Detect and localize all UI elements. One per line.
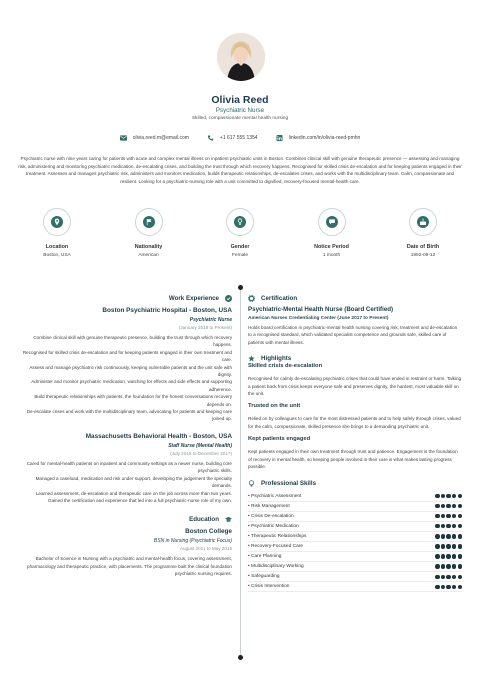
candidate-name: Olivia Reed — [211, 94, 269, 106]
skill-name: • Recovery-Focused Care — [248, 543, 303, 549]
job-bullet: Learned assessment, de-escalation and therapeutic care on the job across more than two years. — [35, 490, 232, 496]
rating-dot — [435, 534, 439, 538]
rating-dot — [452, 514, 456, 518]
rating-dot — [441, 585, 445, 589]
email-icon — [120, 135, 127, 141]
highlight-text: Kept patients engaged in their own treatment through trust and patience. Engagement is the foundation of recovery in mental health, so keeping people involved in their care is what makes lasting progress possible. — [248, 449, 458, 470]
left-column — [18, 295, 232, 578]
tagline: Skilled, compassionate mental health nursing — [191, 116, 289, 121]
check-badge-icon — [225, 295, 232, 302]
rating-dot — [435, 494, 439, 498]
skill-row — [248, 532, 462, 542]
highlight-title: Skilled crisis de-escalation — [248, 363, 323, 370]
rating-dot — [452, 534, 456, 538]
divider-bottom-dot — [238, 655, 243, 660]
lightbulb-icon — [248, 480, 255, 487]
fact-label: Notice Period — [314, 244, 349, 250]
rating-dot — [458, 534, 462, 538]
linkedin-text: linkedin.com/in/olivia-reed-pmhn — [288, 135, 361, 141]
skill-rating — [435, 564, 462, 568]
skill-row — [248, 582, 462, 592]
job-company: Massachusetts Behavioral Health - Boston, USA — [85, 432, 232, 440]
rating-dot — [441, 575, 445, 579]
skill-row — [248, 572, 462, 582]
skill-rating — [435, 534, 462, 538]
rating-dot — [435, 585, 439, 589]
skill-name: • Therapeutic Relationships — [248, 533, 307, 539]
linkedin-icon — [276, 135, 283, 141]
fact-value: 1 month — [322, 253, 341, 258]
rating-dot — [441, 524, 445, 528]
column-divider — [240, 287, 241, 657]
skill-row — [248, 522, 462, 532]
rating-dot — [458, 564, 462, 568]
rating-dot — [435, 524, 439, 528]
education-description: Bachelor of Science in Nursing with a psychiatric and mental-health focus, covering assessment, pharmacology and therapeutic practice, with placements. The programme built the clinical foundation psychiatric nursing requires. — [27, 556, 232, 577]
highlight-text: Recognised for calmly de-escalating psychiatric crises that could have ended in restraint or harm. Talking a patient back from crisis keeps everyone safe and preserves dignity, the hardest, most valuable skill on the unit. — [248, 376, 462, 397]
gender-icon — [234, 216, 246, 228]
skills-heading-text: Professional Skills — [261, 480, 317, 488]
skill-rating — [435, 585, 462, 589]
skills-list — [248, 491, 462, 592]
rating-dot — [452, 504, 456, 508]
job-bullets — [18, 334, 232, 423]
rating-dot — [452, 554, 456, 558]
rating-dot — [446, 534, 450, 538]
skill-rating — [435, 494, 462, 498]
experience-heading — [18, 295, 232, 302]
skill-name: • Risk Management — [248, 503, 290, 509]
skills-heading — [248, 480, 462, 487]
experience-heading-text: Work Experience — [168, 295, 219, 302]
skill-rating — [435, 544, 462, 548]
job-company: Boston Psychiatric Hospital - Boston, USA — [102, 307, 232, 314]
fact-nationality — [116, 208, 182, 258]
fact-location — [24, 208, 90, 258]
highlights-heading-text: Highlights — [261, 355, 292, 363]
email-text: olivia.reed.m@email.com — [132, 135, 189, 141]
fact-value: Boston, USA — [43, 253, 71, 258]
contact-linkedin[interactable] — [276, 135, 361, 141]
rating-dot — [458, 554, 462, 558]
job-bullet: Administer and monitor psychiatric medication, watching for effects and side effects and supporting adherence. — [31, 379, 232, 392]
cake-icon — [417, 216, 429, 228]
skill-rating — [435, 554, 462, 558]
highlight-text: Relied on by colleagues to care for the most distressed patients and to help safely through crises, valued for the calm, compassionate, skilled presence she brings to a demanding psychiatric unit. — [248, 416, 461, 429]
fact-label: Nationality — [134, 244, 163, 250]
rating-dot — [446, 514, 450, 518]
rating-dot — [441, 544, 445, 548]
fact-label: Gender — [230, 244, 250, 250]
rating-dot — [458, 524, 462, 528]
certification-heading-text: Certification — [261, 295, 298, 302]
job-entry — [18, 433, 232, 504]
certification-heading — [248, 295, 462, 302]
rating-dot — [446, 575, 450, 579]
rating-dot — [446, 504, 450, 508]
skill-name: • Crisis Intervention — [248, 584, 290, 590]
rating-dot — [452, 564, 456, 568]
profile-summary: Psychiatric nurse with nine years caring for patients with acute and complex mental illness on inpatient psychiatric units in Boston. Combines clinical skill with genuine therapeutic presence — assessing and managing risk, administering and monitoring psychiatric medication, de-escalating crises, and building the trust through which recovery happens. Recognised for skilled crisis de-escalation and for keeping patients engaged in their treatment. Assesses and manages psychiatric risk, administers and monitors medication, builds therapeutic relationships, de-escalates crises, and works with the multidisciplinary team. Calm, compassionate and resilient. Looking for a psychiatric-nursing role with a unit committed to dignified, recovery-focused mental-health care. — [18, 156, 462, 184]
fact-value: 1992-09-12 — [410, 253, 436, 258]
highlight-title: Trusted on the unit — [248, 403, 301, 410]
phone-text: +1 617 555 1354 — [219, 135, 258, 141]
school-name: Boston College — [185, 528, 232, 536]
star-icon — [248, 355, 255, 362]
job-bullet: Build therapeutic relationships with patients, the foundation for the honest conversations recovery depends on. — [34, 394, 232, 407]
rating-dot — [458, 514, 462, 518]
rating-dot — [446, 544, 450, 548]
job-bullet: Combine clinical skill with genuine therapeutic presence, building the trust through which recovery happens. — [33, 335, 232, 348]
profile-photo — [217, 33, 265, 81]
skill-rating — [435, 514, 462, 518]
rating-dot — [452, 544, 456, 548]
contact-row — [0, 135, 480, 141]
skill-row — [248, 552, 462, 562]
contact-email[interactable] — [120, 135, 189, 141]
divider-top-dot — [238, 285, 243, 290]
rating-dot — [446, 494, 450, 498]
rating-dot — [441, 504, 445, 508]
skill-rating — [435, 575, 462, 579]
skill-row — [248, 512, 462, 522]
rating-dot — [441, 514, 445, 518]
rating-dot — [446, 524, 450, 528]
highlight-title: Kept patients engaged — [248, 436, 311, 443]
skill-name: • Safeguarding — [248, 574, 280, 580]
phone-icon — [207, 135, 214, 141]
personal-facts — [24, 208, 456, 258]
skill-name: • Care Planning — [248, 554, 282, 560]
gear-icon — [248, 295, 255, 302]
rating-dot — [458, 585, 462, 589]
rating-dot — [441, 554, 445, 558]
rating-dot — [458, 575, 462, 579]
rating-dot — [441, 564, 445, 568]
skill-row — [248, 502, 462, 512]
rating-dot — [435, 575, 439, 579]
fact-notice-period — [299, 208, 365, 258]
contact-phone[interactable] — [207, 135, 258, 141]
rating-dot — [446, 585, 450, 589]
rating-dot — [441, 534, 445, 538]
fact-gender — [207, 208, 273, 258]
skill-row — [248, 562, 462, 572]
rating-dot — [446, 554, 450, 558]
rating-dot — [452, 524, 456, 528]
rating-dot — [435, 554, 439, 558]
skill-name: • Psychiatric Medication — [248, 523, 299, 529]
degree: BSN in Nursing (Psychiatric Focus) — [153, 538, 232, 545]
rating-dot — [435, 504, 439, 508]
rating-dot — [452, 575, 456, 579]
job-dates: (January 2018 to Present) — [178, 325, 232, 330]
fact-label: Date of Birth — [406, 244, 440, 250]
skill-row — [248, 491, 462, 501]
fact-label: Location — [45, 244, 69, 250]
job-entry — [18, 307, 232, 423]
highlights-heading — [248, 355, 462, 362]
skill-row — [248, 542, 462, 552]
rating-dot — [446, 564, 450, 568]
rating-dot — [458, 494, 462, 498]
job-bullet: Gained the certification and experience that led into a full psychiatric-nurse role of my own. — [47, 497, 232, 503]
rating-dot — [452, 494, 456, 498]
chat-bubble-icon — [326, 216, 338, 228]
job-bullet: Managed a caseload, medication and risk under support, developing the judgement the specialty demands. — [35, 475, 232, 489]
flag-icon — [143, 216, 155, 228]
job-bullets — [18, 460, 232, 504]
graduation-cap-icon — [225, 516, 232, 523]
rating-dot — [452, 585, 456, 589]
job-title: Psychiatric Nurse — [215, 107, 265, 114]
rating-dot — [435, 544, 439, 548]
job-bullet: De-escalate crises and work with the multidisciplinary team, advocating for patients and keeping care joined up. — [26, 409, 232, 422]
certification-name: Psychiatric-Mental Health Nurse (Board Certified) — [248, 306, 394, 313]
skill-rating — [435, 504, 462, 508]
job-dates: (July 2015 to December 2017) — [170, 450, 232, 456]
fact-date-of-birth — [390, 208, 456, 258]
skill-name: • Psychiatric Assessment — [248, 493, 302, 499]
education-heading — [18, 516, 232, 523]
rating-dot — [441, 494, 445, 498]
job-bullet: Recognised for skilled crisis de-escalation and for keeping patients engaged in their own treatment and care. — [22, 349, 232, 363]
fact-value: Female — [232, 253, 248, 258]
skill-name: • Multidisciplinary Working — [248, 564, 304, 570]
certification-issuer: American Nurses Credentialing Center (June 2017 to Present) — [248, 316, 389, 321]
job-bullet: Assess and manage psychiatric risk continuously, keeping vulnerable patients and the unit safe with dignity. — [29, 364, 232, 378]
education-heading-text: Education — [189, 516, 219, 524]
skill-name: • Crisis De-escalation — [248, 513, 294, 519]
job-role: Staff Nurse (Mental Health) — [168, 442, 232, 449]
fact-value: American — [138, 253, 159, 258]
job-bullet: Cared for mental-health patients on inpatient and community settings as a newer nurse, building core psychiatric skills. — [26, 460, 232, 474]
rating-dot — [458, 544, 462, 548]
rating-dot — [435, 564, 439, 568]
location-pin-icon — [51, 216, 63, 228]
certification-description: Holds board certification in psychiatric-mental health nursing covering risk, treatment and de-escalation to a recognised standard, which validated specialist competence and grounds safe, skilled care of patients with mental illness. — [248, 325, 458, 345]
job-role: Psychiatric Nurse — [189, 317, 232, 323]
skill-rating — [435, 524, 462, 528]
rating-dot — [435, 514, 439, 518]
education-dates: August 2011 to May 2015 — [179, 546, 232, 552]
right-column — [248, 295, 462, 592]
rating-dot — [458, 504, 462, 508]
